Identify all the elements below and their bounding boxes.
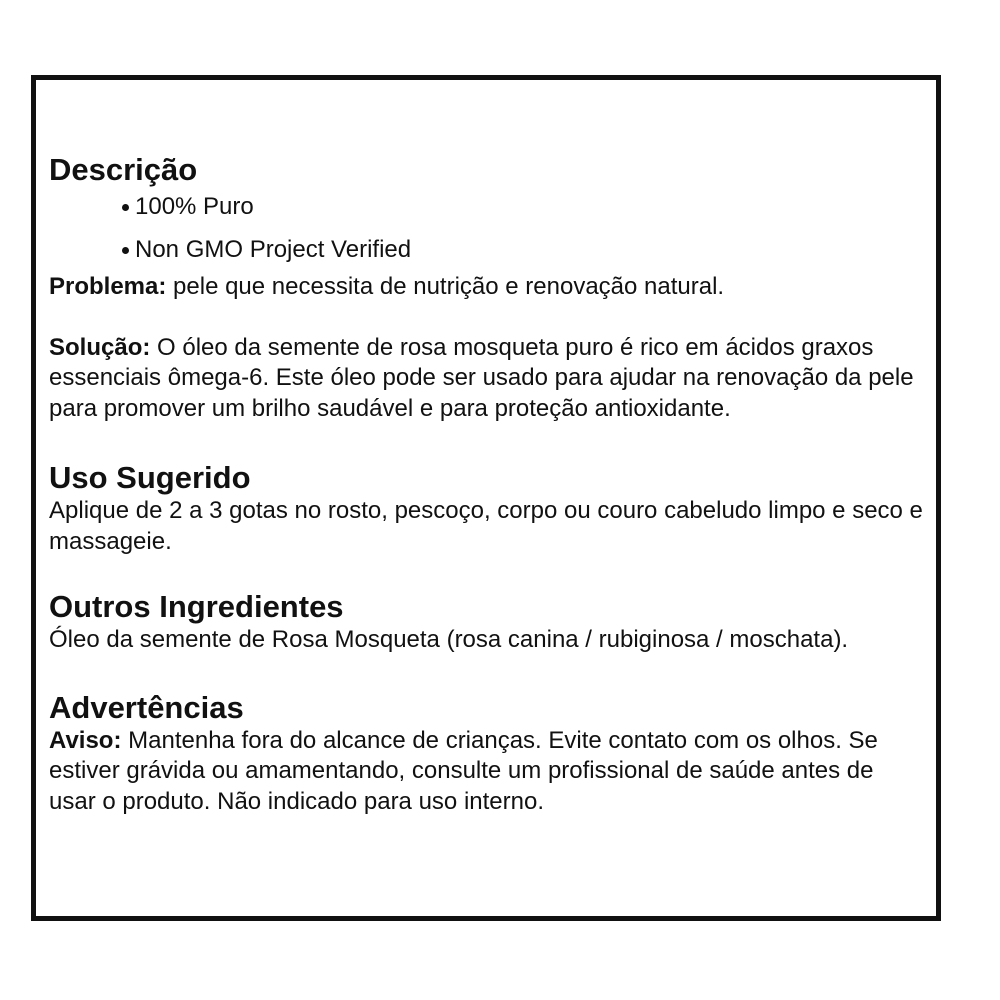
bullet-icon	[122, 247, 129, 254]
problema-paragraph	[49, 272, 924, 303]
solucao-label: Solução:	[49, 333, 151, 361]
solucao-paragraph	[49, 333, 924, 425]
problema-label: Problema:	[49, 273, 167, 300]
advertencias-heading: Advertências	[49, 689, 244, 725]
aviso-label: Aviso:	[49, 726, 122, 754]
advertencias-paragraph	[49, 726, 924, 818]
label-content	[49, 152, 924, 817]
descricao-item-text: 100% Puro	[135, 193, 254, 220]
problema-text: pele que necessita de nutrição e renovação natural.	[166, 273, 725, 300]
uso-sugerido-heading: Uso Sugerido	[49, 460, 251, 495]
descricao-item-text: Non GMO Project Verified	[135, 236, 412, 263]
descricao-heading: Descrição	[49, 152, 198, 187]
outros-ingredientes-text: Óleo da semente de Rosa Mosqueta (rosa canina / rubiginosa / moschata).	[49, 626, 849, 653]
bullet-icon	[122, 204, 129, 211]
outros-ingredientes-heading: Outros Ingredientes	[49, 589, 344, 624]
descricao-list	[49, 193, 924, 264]
aviso-text: Mantenha fora do alcance de crianças. Evite contato com os olhos. Se estiver grávida ou amamentando, consulte um profissional de saúde antes de usar o produto. Não indicado para uso interno.	[49, 726, 878, 815]
descricao-item	[122, 236, 924, 264]
label-frame	[31, 75, 941, 921]
uso-sugerido-text: Aplique de 2 a 3 gotas no rosto, pescoço, corpo ou couro cabeludo limpo e seco e massageie.	[49, 497, 923, 555]
descricao-item	[122, 193, 924, 221]
solucao-text: O óleo da semente de rosa mosqueta puro é rico em ácidos graxos essenciais ômega-6. Este óleo pode ser usado para ajudar na renovação da pele para promover um brilho saudável e para proteção antioxidante.	[49, 333, 914, 422]
